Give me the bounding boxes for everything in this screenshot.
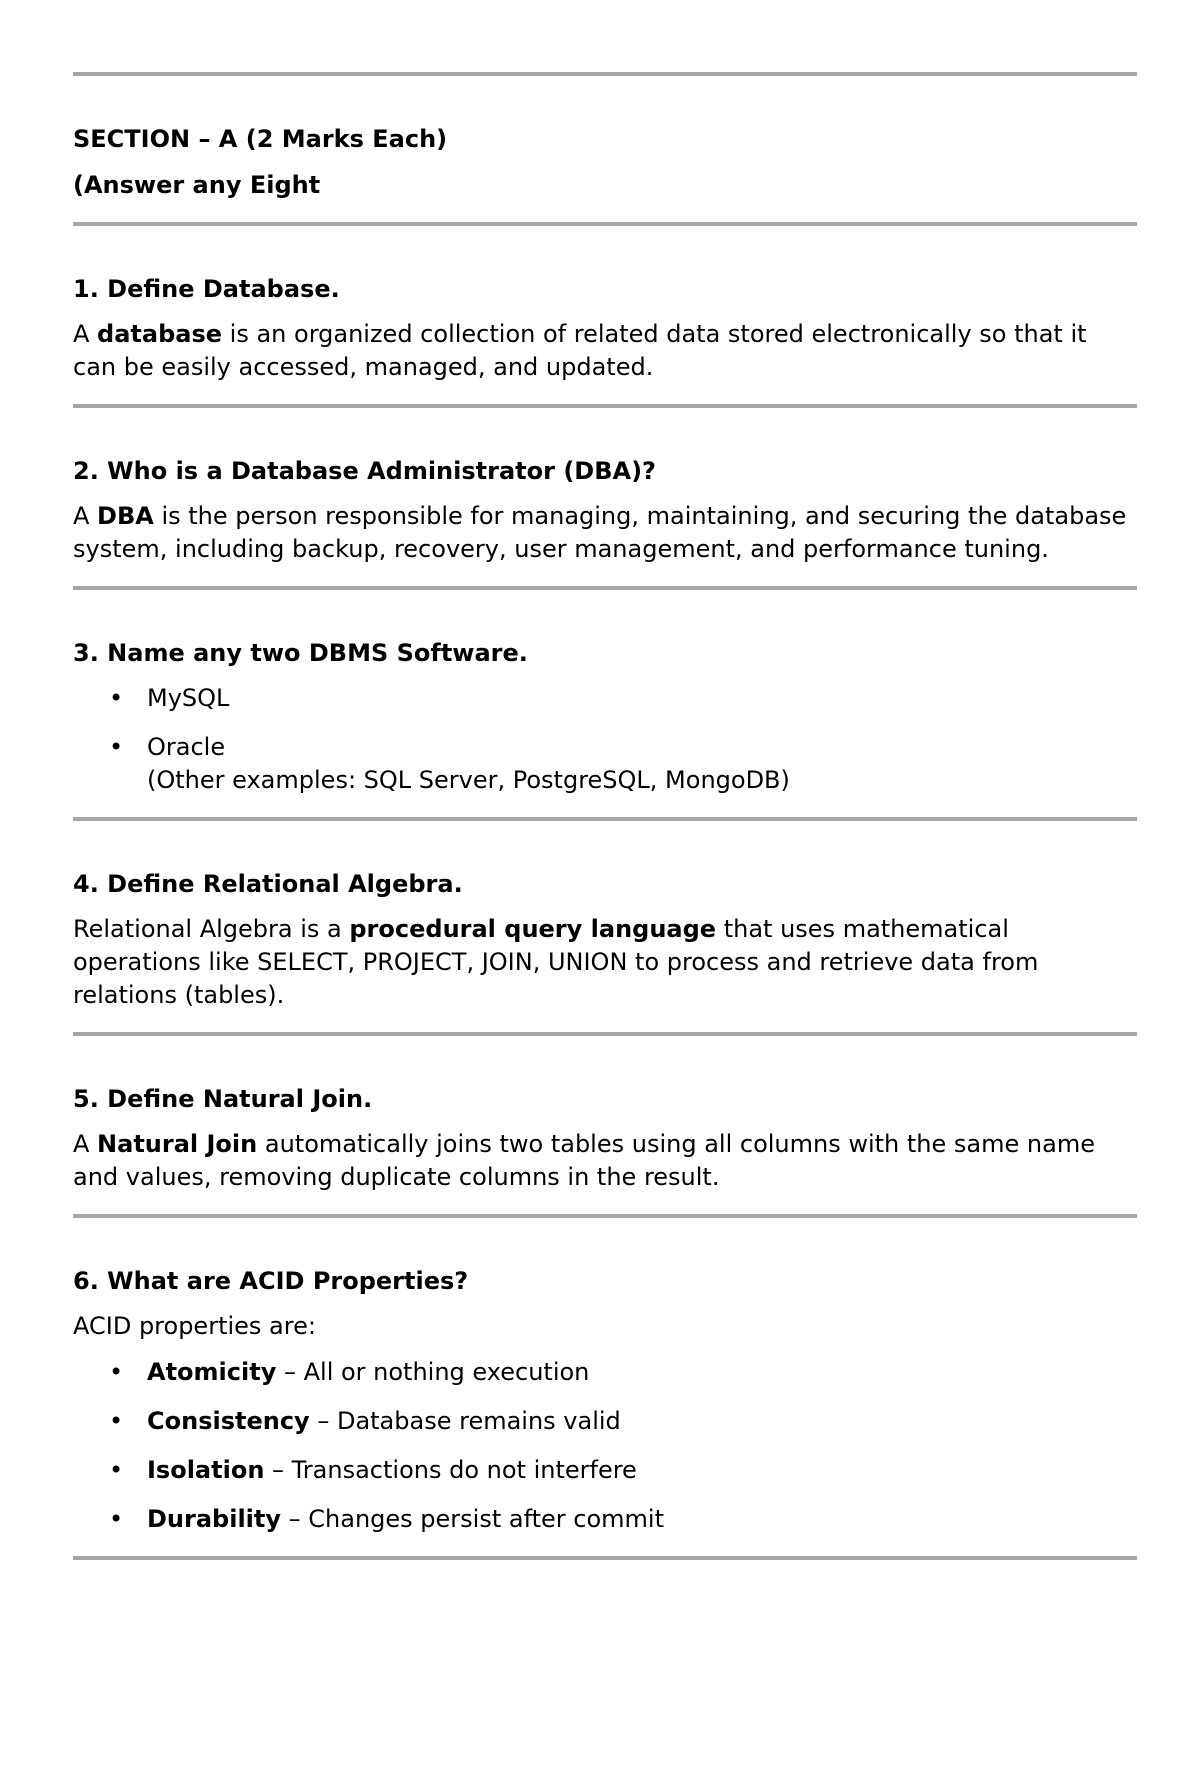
list-item: • Isolation – Transactions do not interfere xyxy=(73,1454,1127,1487)
question-title: 4. Define Relational Algebra. xyxy=(73,870,463,898)
list-item: • Consistency – Database remains valid xyxy=(73,1405,1127,1438)
list-item: • Oracle (Other examples: SQL Server, PostgreSQL, MongoDB) xyxy=(73,731,1127,797)
divider xyxy=(73,1032,1137,1036)
question-title: 1. Define Database. xyxy=(73,275,340,303)
question-title: 3. Name any two DBMS Software. xyxy=(73,639,528,667)
divider xyxy=(73,222,1137,226)
list-item: • Atomicity – All or nothing execution xyxy=(73,1356,1127,1389)
answer-text: A Natural Join automatically joins two tables using all columns with the same name and values, removing duplicate columns in the result. xyxy=(73,1130,1095,1191)
section-title: SECTION – A (2 Marks Each) xyxy=(73,125,448,153)
list-note: (Other examples: SQL Server, PostgreSQL, MongoDB) xyxy=(147,766,790,794)
list-item: • MySQL xyxy=(73,682,1127,715)
divider xyxy=(73,1214,1137,1218)
divider xyxy=(73,72,1137,76)
divider xyxy=(73,1556,1137,1560)
question-title: 5. Define Natural Join. xyxy=(73,1085,373,1113)
dbms-list xyxy=(73,682,1127,797)
question-title: 2. Who is a Database Administrator (DBA)? xyxy=(73,457,656,485)
acid-list xyxy=(73,1356,1127,1536)
section-instruction: (Answer any Eight xyxy=(73,171,321,199)
answer-text: ACID properties are: xyxy=(73,1312,316,1340)
answer-text: A DBA is the person responsible for managing, maintaining, and securing the database system, including backup, recovery, user management, and performance tuning. xyxy=(73,502,1127,563)
list-item: • Durability – Changes persist after commit xyxy=(73,1503,1127,1536)
answer-text: Relational Algebra is a procedural query language that uses mathematical operations like SELECT, PROJECT, JOIN, UNION to process and retrieve data from relations (tables). xyxy=(73,915,1039,1009)
divider xyxy=(73,404,1137,408)
answer-text: A database is an organized collection of related data stored electronically so that it can be easily accessed, managed, and updated. xyxy=(73,320,1087,381)
divider xyxy=(73,586,1137,590)
question-title: 6. What are ACID Properties? xyxy=(73,1267,469,1295)
document-page xyxy=(0,72,1200,1560)
divider xyxy=(73,817,1137,821)
